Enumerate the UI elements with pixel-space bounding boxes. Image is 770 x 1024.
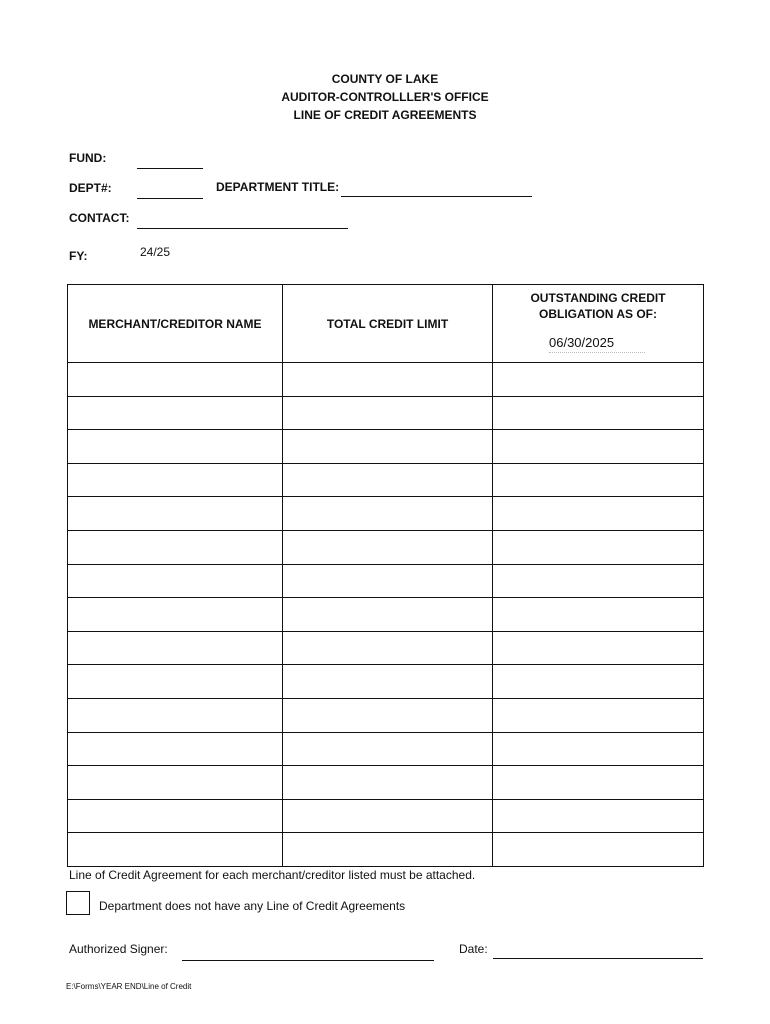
no-agreements-label: Department does not have any Line of Credit Agreements <box>99 899 406 913</box>
department-title-input[interactable] <box>341 184 532 198</box>
merchant-creditor-name-cell[interactable] <box>68 598 283 632</box>
merchant-creditor-name-label: MERCHANT/CREDITOR NAME <box>88 316 262 331</box>
table-row <box>68 631 704 665</box>
merchant-creditor-name-cell[interactable] <box>68 631 283 665</box>
fund-label: FUND: <box>69 151 107 165</box>
table-row <box>68 497 704 531</box>
department-title-label: DEPARTMENT TITLE: <box>216 180 340 194</box>
table-row <box>68 766 704 800</box>
outstanding-credit-label: OUTSTANDING CREDIT <box>530 291 666 305</box>
merchant-creditor-name-cell[interactable] <box>68 665 283 699</box>
merchant-creditor-name-cell[interactable] <box>68 766 283 800</box>
total-credit-limit-cell[interactable] <box>283 363 493 397</box>
form-title: LINE OF CREDIT AGREEMENTS <box>293 108 477 122</box>
table-row <box>68 598 704 632</box>
outstanding-credit-cell[interactable] <box>493 530 704 564</box>
table-body <box>68 363 704 867</box>
outstanding-credit-cell[interactable] <box>493 598 704 632</box>
merchant-creditor-name-cell[interactable] <box>68 396 283 430</box>
merchant-creditor-name-cell[interactable] <box>68 732 283 766</box>
outstanding-credit-cell[interactable] <box>493 766 704 800</box>
fy-label: FY: <box>69 249 88 263</box>
table-row <box>68 363 704 397</box>
table-row <box>68 698 704 732</box>
merchant-creditor-name-cell[interactable] <box>68 799 283 833</box>
total-credit-limit-cell[interactable] <box>283 497 493 531</box>
outstanding-credit-cell[interactable] <box>493 463 704 497</box>
table-row <box>68 430 704 464</box>
obligation-as-of-label: OBLIGATION AS OF: <box>539 307 657 321</box>
contact-label: CONTACT: <box>69 211 130 225</box>
outstanding-credit-cell[interactable] <box>493 363 704 397</box>
authorized-signer-field[interactable] <box>182 946 434 961</box>
total-credit-limit-cell[interactable] <box>283 766 493 800</box>
outstanding-credit-cell[interactable] <box>493 833 704 867</box>
outstanding-credit-cell[interactable] <box>493 631 704 665</box>
merchant-creditor-name-cell[interactable] <box>68 698 283 732</box>
outstanding-credit-cell[interactable] <box>493 698 704 732</box>
merchant-creditor-name-header <box>68 285 283 363</box>
total-credit-limit-cell[interactable] <box>283 732 493 766</box>
outstanding-credit-cell[interactable] <box>493 799 704 833</box>
authorized-signer-label: Authorized Signer: <box>69 942 168 956</box>
table-row <box>68 463 704 497</box>
merchant-creditor-name-cell[interactable] <box>68 430 283 464</box>
dept-label: DEPT#: <box>69 181 112 195</box>
county-title: COUNTY OF LAKE <box>331 72 439 86</box>
outstanding-credit-cell[interactable] <box>493 665 704 699</box>
as-of-date-value[interactable]: 06/30/2025 <box>549 335 645 353</box>
merchant-creditor-name-cell[interactable] <box>68 463 283 497</box>
date-field[interactable] <box>493 946 703 959</box>
attachment-note: Line of Credit Agreement for each merchant/creditor listed must be attached. <box>69 868 476 882</box>
dept-input[interactable] <box>137 186 203 200</box>
total-credit-limit-cell[interactable] <box>283 430 493 464</box>
outstanding-credit-cell[interactable] <box>493 732 704 766</box>
total-credit-limit-cell[interactable] <box>283 564 493 598</box>
table-row <box>68 564 704 598</box>
department-title-field[interactable] <box>341 182 532 197</box>
total-credit-limit-cell[interactable] <box>283 799 493 833</box>
no-agreements-checkbox[interactable] <box>66 891 90 915</box>
total-credit-limit-cell[interactable] <box>283 665 493 699</box>
outstanding-credit-cell[interactable] <box>493 396 704 430</box>
date-label: Date: <box>459 942 488 956</box>
total-credit-limit-cell[interactable] <box>283 463 493 497</box>
contact-input[interactable] <box>137 216 348 230</box>
outstanding-credit-cell[interactable] <box>493 430 704 464</box>
table-row <box>68 799 704 833</box>
merchant-creditor-name-cell[interactable] <box>68 833 283 867</box>
dept-field[interactable] <box>137 184 203 199</box>
contact-field[interactable] <box>137 214 348 229</box>
fy-value[interactable]: 24/25 <box>140 245 171 259</box>
table-row <box>68 732 704 766</box>
fund-input[interactable] <box>137 156 203 170</box>
merchant-creditor-name-cell[interactable] <box>68 564 283 598</box>
total-credit-limit-header <box>283 285 493 363</box>
outstanding-credit-cell[interactable] <box>493 497 704 531</box>
table-row <box>68 396 704 430</box>
file-path-footer: E:\Forms\YEAR END\Line of Credit <box>66 982 192 991</box>
table-row <box>68 833 704 867</box>
table-header-row <box>68 285 704 363</box>
table-row <box>68 530 704 564</box>
total-credit-limit-label: TOTAL CREDIT LIMIT <box>326 316 449 331</box>
total-credit-limit-cell[interactable] <box>283 598 493 632</box>
credit-agreements-table <box>67 284 704 867</box>
total-credit-limit-cell[interactable] <box>283 530 493 564</box>
merchant-creditor-name-cell[interactable] <box>68 363 283 397</box>
total-credit-limit-cell[interactable] <box>283 631 493 665</box>
total-credit-limit-cell[interactable] <box>283 396 493 430</box>
fund-field[interactable] <box>137 154 203 169</box>
total-credit-limit-cell[interactable] <box>283 698 493 732</box>
merchant-creditor-name-cell[interactable] <box>68 530 283 564</box>
form-header <box>0 70 770 124</box>
outstanding-credit-cell[interactable] <box>493 564 704 598</box>
table-row <box>68 665 704 699</box>
total-credit-limit-cell[interactable] <box>283 833 493 867</box>
outstanding-credit-header <box>493 285 704 363</box>
merchant-creditor-name-cell[interactable] <box>68 497 283 531</box>
office-title: AUDITOR-CONTROLLLER'S OFFICE <box>281 90 489 104</box>
